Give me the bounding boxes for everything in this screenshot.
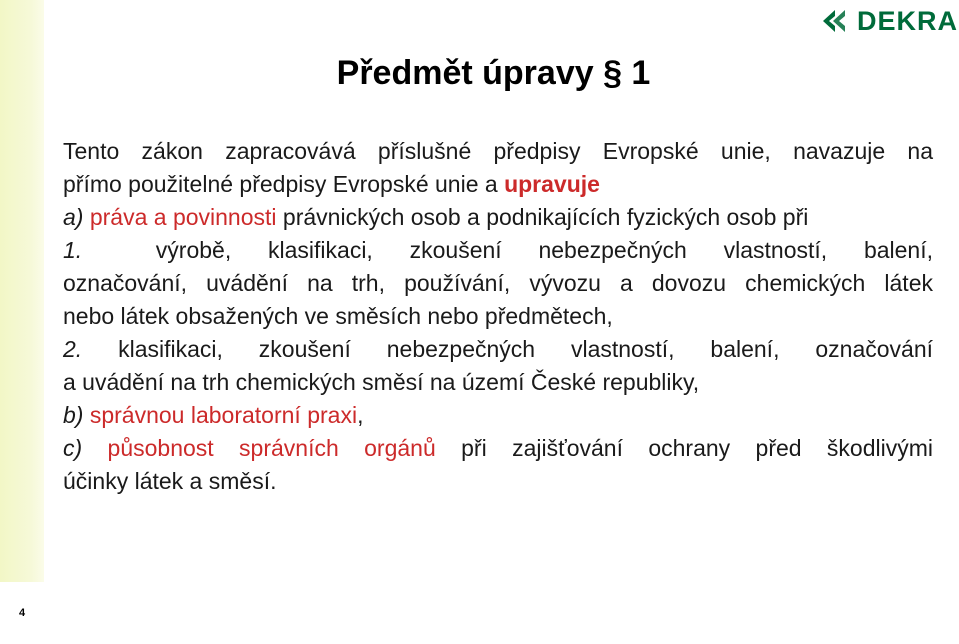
item-b — [63, 399, 933, 432]
item-2-line-1-text: klasifikaci, zkoušení nebezpečných vlastností, balení, označování — [118, 336, 934, 362]
item-1-marker: 1. — [63, 237, 83, 263]
item-b-suffix: , — [357, 402, 364, 428]
page-number — [0, 582, 44, 644]
logo-text: DEKRA — [857, 5, 959, 36]
item-a-highlight: práva a povinnosti — [89, 204, 277, 230]
item-b-marker: b) — [63, 402, 84, 428]
intro-line-2-text: přímo použitelné předpisy Evropské unie a — [63, 171, 505, 197]
intro-line-1: Tento zákon zapracovává příslušné předpisy Evropské unie, navazuje na — [63, 138, 933, 164]
item-2-marker: 2. — [63, 336, 83, 362]
item-c-highlight: působnost správních orgánů — [107, 435, 436, 461]
item-1-line-3: nebo látek obsažených ve směsích nebo předmětech, — [63, 303, 613, 329]
item-a — [63, 201, 933, 234]
item-1-line-1-text: výrobě, klasifikaci, zkoušení nebezpečných vlastností, balení, — [155, 237, 934, 263]
item-c-marker: c) — [63, 435, 83, 461]
item-a-marker: a) — [63, 204, 84, 230]
item-1-line-1 — [63, 234, 933, 267]
slide-content — [63, 135, 933, 498]
dekra-logo — [811, 0, 959, 42]
item-a-rest: právnických osob a podnikajících fyzických osob při — [282, 204, 809, 230]
item-2-line-1 — [63, 333, 933, 366]
item-1-line-2: označování, uvádění na trh, používání, vývozu a dovozu chemických látek — [63, 270, 933, 296]
dekra-logo-icon — [821, 8, 851, 34]
item-c-line-2: účinky látek a směsí. — [63, 468, 277, 494]
left-decorative-strip — [0, 0, 44, 644]
intro-keyword: upravuje — [504, 171, 600, 197]
item-2-line-2: a uvádění na trh chemických směsí na území České republiky, — [63, 369, 700, 395]
item-c-rest: při zajišťování ochrany před škodlivými — [461, 435, 934, 461]
page-title: Předmět úpravy § 1 — [336, 54, 651, 92]
item-b-highlight: správnou laboratorní praxi — [89, 402, 358, 428]
item-c-line-1 — [63, 432, 933, 465]
page-number-text: 4 — [18, 607, 26, 619]
intro-line-2 — [63, 168, 933, 201]
